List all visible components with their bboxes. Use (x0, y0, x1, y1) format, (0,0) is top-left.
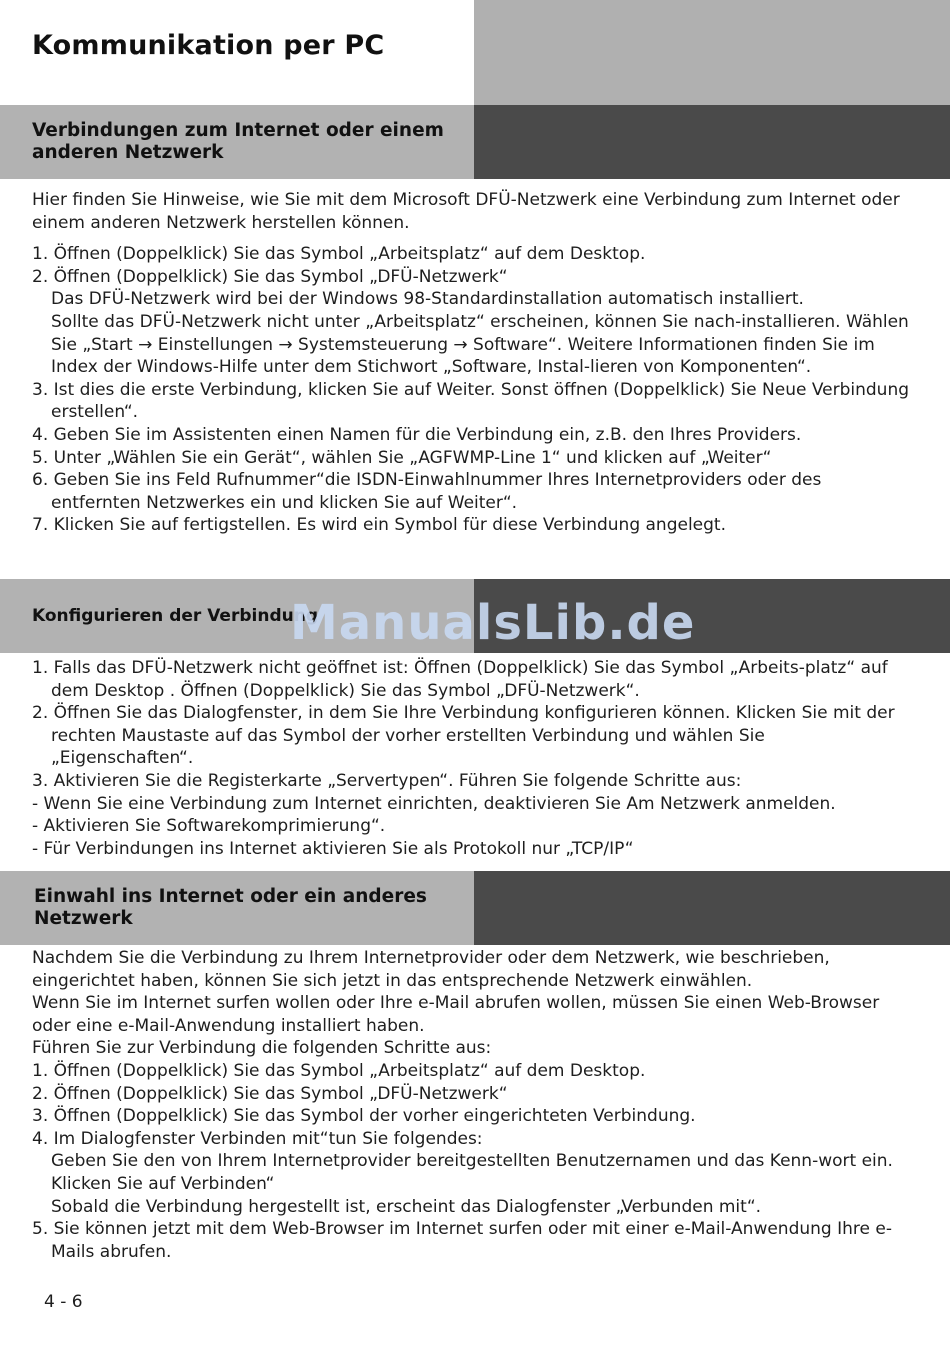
list-item-note: Geben Sie den von Ihrem Internetprovider bereitgestellten Benutzernamen und das Kenn-wort ein. Klicken Sie auf Verbinden“ (51, 1151, 893, 1194)
list-item: 2. Öffnen Sie das Dialogfenster, in dem Sie Ihre Verbindung konfigurieren können. Klicken Sie mit der rechten Maustaste auf das Symbol der vorher erstellten Verbindung und wählen Sie „Eigenschaften“. (32, 703, 895, 769)
intro-paragraph: Hier finden Sie Hinweise, wie Sie mit dem Microsoft DFÜ-Netzwerk eine Verbindung zum Internet oder einem anderen Netzwerk herstellen können. (32, 190, 900, 233)
section-band-einwahl (0, 871, 950, 945)
list-item: 4. Geben Sie im Assistenten einen Namen für die Verbindung ein, z.B. den Ihres Providers. (32, 424, 802, 445)
section-heading (32, 120, 444, 164)
list-item: 3. Aktivieren Sie die Registerkarte „Servertypen“. Führen Sie folgende Schritte aus: (32, 770, 742, 791)
section-band-verbindungen (0, 105, 950, 179)
list-item: - Wenn Sie eine Verbindung zum Internet einrichten, deaktivieren Sie Am Netzwerk anmelden. (32, 793, 836, 814)
list-item: 3. Ist dies die erste Verbindung, klicken Sie auf Weiter. Sonst öffnen (Doppelklick) Sie Neue Verbindung erstellen“. (32, 379, 910, 423)
list-item: 4. Im Dialogfenster Verbinden mit“tun Sie folgendes: (32, 1128, 483, 1149)
section-band-right (474, 871, 950, 945)
list-item: - Aktivieren Sie Softwarekomprimierung“. (32, 816, 386, 837)
page-number: 4 - 6 (44, 1292, 83, 1312)
list-item-note: Sobald die Verbindung hergestellt ist, erscheint das Dialogfenster „Verbunden mit“. (51, 1196, 762, 1217)
section-band-left (0, 871, 474, 945)
paragraph: Führen Sie zur Verbindung die folgenden Schritte aus: (32, 1038, 492, 1059)
section-band-right (474, 105, 950, 179)
list-item: 2. Öffnen (Doppelklick) Sie das Symbol „DFÜ-Netzwerk“ (32, 1083, 508, 1104)
section-body-einwahl (32, 947, 912, 1263)
list-item: 5. Unter „Wählen Sie ein Gerät“, wählen Sie „AGFWMP-Line 1“ und klicken auf „Weiter“ (32, 447, 772, 468)
list-item: 2. Öffnen (Doppelklick) Sie das Symbol „DFÜ-Netzwerk“ (32, 266, 508, 287)
list-item-note: Das DFÜ-Netzwerk wird bei der Windows 98-Standardinstallation automatisch installiert. (51, 289, 804, 310)
section-band-left (0, 105, 474, 179)
list-item: 1. Öffnen (Doppelklick) Sie das Symbol „Arbeitsplatz“ auf dem Desktop. (32, 244, 646, 265)
list-item: 1. Falls das DFÜ-Netzwerk nicht geöffnet ist: Öffnen (Doppelklick) Sie das Symbol „Arbeits-platz“ auf dem Desktop . Öffnen (Doppelklick) Sie das Symbol „DFÜ-Netzwerk“. (32, 658, 888, 701)
header-gray-block (474, 0, 950, 105)
section-heading-line: Einwahl ins Internet oder ein anderes (34, 886, 427, 907)
paragraph: Wenn Sie im Internet surfen wollen oder Ihre e-Mail abrufen wollen, müssen Sie einen Web-Browser oder eine e-Mail-Anwendung installiert haben. (32, 993, 880, 1036)
section-body-konfigurieren (32, 657, 912, 860)
list-item: 3. Öffnen (Doppelklick) Sie das Symbol der vorher eingerichteten Verbindung. (32, 1106, 696, 1127)
page-title: Kommunikation per PC (32, 30, 385, 61)
list-item: 5. Sie können jetzt mit dem Web-Browser im Internet surfen oder mit einer e-Mail-Anwendung Ihre e-Mails abrufen. (32, 1219, 892, 1262)
section-body-verbindungen (32, 189, 912, 537)
list-item: 6. Geben Sie ins Feld Rufnummer“die ISDN-Einwahlnummer Ihres Internetproviders oder des entfernten Netzwerkes ein und klicken Sie auf Weiter“. (32, 470, 822, 513)
section-heading-line: anderen Netzwerk (32, 142, 224, 163)
list-item: 1. Öffnen (Doppelklick) Sie das Symbol „Arbeitsplatz“ auf dem Desktop. (32, 1060, 646, 1081)
watermark: ManualsLib.de (290, 595, 696, 651)
list-item-note: Sollte das DFÜ-Netzwerk nicht unter „Arbeitsplatz“ erscheinen, können Sie nach-installieren. Wählen Sie „Start → Einstellungen → Systemsteuerung → Software“. Weitere Informationen finden Sie im Index der Windows-Hilfe unter dem Stichwort „Software, Instal-lieren von Komponenten“. (51, 311, 909, 378)
section-heading: Konfigurieren der Verbindung (32, 606, 318, 626)
list-item: - Für Verbindungen ins Internet aktivieren Sie als Protokoll nur „TCP/IP“ (32, 838, 634, 859)
section-heading-line: Verbindungen zum Internet oder einem (32, 120, 444, 141)
list-item: 7. Klicken Sie auf fertigstellen. Es wird ein Symbol für diese Verbindung angelegt. (32, 515, 726, 536)
section-heading (34, 886, 427, 930)
paragraph: Nachdem Sie die Verbindung zu Ihrem Internetprovider oder dem Netzwerk, wie beschrieben, eingerichtet haben, können Sie sich jetzt in das entsprechende Netzwerk einwählen. (32, 948, 830, 991)
section-heading-line: Netzwerk (34, 908, 133, 929)
